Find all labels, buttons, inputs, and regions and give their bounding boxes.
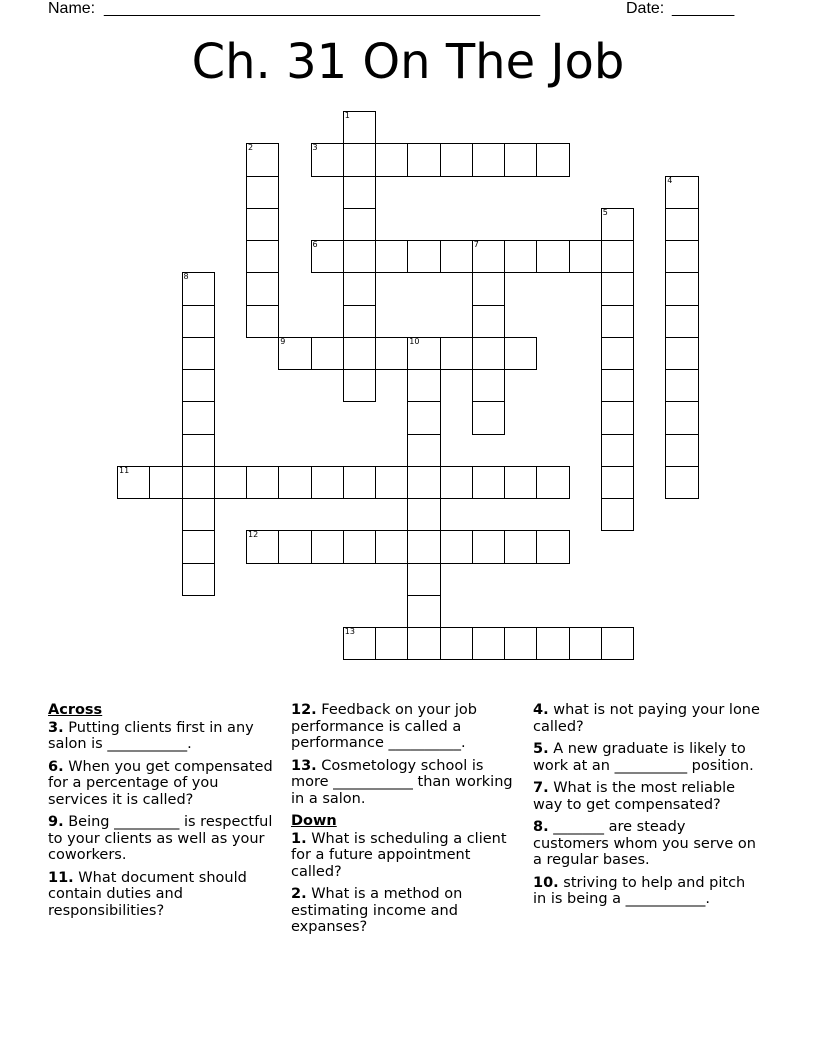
- grid-cell: [601, 305, 634, 338]
- grid-cell: [665, 176, 698, 209]
- clue-number: 13: [344, 627, 355, 636]
- clue-down-7: 7. What is the most reliable way to get compensated?: [533, 780, 736, 813]
- grid-cell: [665, 305, 698, 338]
- grid-cell: [536, 240, 569, 273]
- grid-cell: [504, 530, 537, 563]
- date-label: Date:: [626, 0, 669, 17]
- clue-across-13: 13. Cosmetology school is more ___________ than working in a salon.: [291, 757, 513, 807]
- grid-cell: [311, 530, 344, 563]
- grid-cell: [343, 272, 376, 305]
- grid-cell: [536, 530, 569, 563]
- grid-cell: [278, 466, 311, 499]
- grid-cell: [472, 305, 505, 338]
- grid-cell: [182, 305, 215, 338]
- grid-cell: [407, 401, 440, 434]
- grid-cell: [375, 466, 408, 499]
- grid-cell: [343, 176, 376, 209]
- grid-cell: [601, 401, 634, 434]
- grid-cell: [665, 208, 698, 241]
- grid-cell: [665, 434, 698, 467]
- grid-cell: [601, 208, 634, 241]
- clue-number: 3: [312, 143, 318, 153]
- clue-down-10: 10. striving to help and pitch in is being a ___________.: [533, 874, 746, 907]
- grid-cell: [601, 337, 634, 370]
- page-title: Ch. 31 On The Job: [191, 34, 625, 90]
- grid-cell: [278, 530, 311, 563]
- grid-cell: [504, 466, 537, 499]
- clue-number: 12: [248, 530, 259, 540]
- grid-cell: [246, 272, 279, 305]
- grid-cell: [407, 434, 440, 467]
- clues-column-2: [291, 702, 519, 942]
- name-label: Name:: [48, 0, 100, 17]
- grid-cell: [601, 434, 634, 467]
- grid-cell: [504, 627, 537, 660]
- grid-cell: [246, 176, 279, 209]
- grid-cell: [665, 369, 698, 402]
- clue-number: 5: [602, 207, 608, 217]
- grid-cell: [665, 240, 698, 273]
- grid-cell: [311, 466, 344, 499]
- grid-cell: [601, 240, 634, 273]
- grid-cell: [343, 143, 376, 176]
- grid-cell: [214, 466, 247, 499]
- grid-cell: [504, 143, 537, 176]
- clue-across-9: 9. Being _________ is respectful to your clients as well as your coworkers.: [48, 814, 273, 863]
- across-heading: Across: [48, 702, 103, 718]
- clue-down-2: 2. What is a method on estimating income and expanses?: [291, 886, 463, 935]
- clue-number: 10: [409, 336, 420, 346]
- grid-cell: [407, 369, 440, 402]
- grid-cell: [472, 240, 505, 273]
- grid-cell: [569, 627, 602, 660]
- grid-cell: [375, 143, 408, 176]
- grid-cell: [407, 240, 440, 273]
- clue-across-3: 3. Putting clients first in any salon is ___________.: [48, 719, 254, 752]
- grid-cell: [182, 563, 215, 596]
- grid-cell: [375, 530, 408, 563]
- clue-number: 7: [473, 240, 479, 249]
- grid-cell: [182, 337, 215, 370]
- grid-cell: [343, 208, 376, 241]
- grid-cell: [182, 401, 215, 434]
- grid-cell: [182, 498, 215, 531]
- grid-cell: [440, 627, 473, 660]
- clue-down-5: 5. A new graduate is likely to work at an __________ position.: [533, 741, 754, 774]
- grid-cell: [343, 530, 376, 563]
- grid-cell: [665, 401, 698, 434]
- grid-cell: [665, 337, 698, 370]
- grid-cell: [246, 466, 279, 499]
- clue-number: 4: [667, 175, 673, 185]
- grid-cell: [246, 208, 279, 241]
- clues-column-1: [48, 702, 276, 925]
- grid-cell: [246, 530, 279, 563]
- grid-cell: [536, 466, 569, 499]
- clue-down-8: 8. _______ are steady customers whom you serve on a regular bases.: [533, 819, 756, 868]
- grid-cell: [504, 337, 537, 370]
- clue-across-6: 6. When you get compensated for a percentage of you services it is called?: [48, 758, 273, 808]
- grid-cell: [665, 466, 698, 499]
- grid-cell: [440, 337, 473, 370]
- grid-cell: [407, 595, 440, 628]
- grid-cell: [601, 466, 634, 499]
- grid-cell: [407, 498, 440, 531]
- grid-cell: [504, 240, 537, 273]
- grid-cell: [343, 369, 376, 402]
- grid-cell: [343, 627, 376, 660]
- grid-cell: [343, 111, 376, 144]
- grid-cell: [343, 305, 376, 338]
- grid-cell: [601, 272, 634, 305]
- grid-cell: [311, 240, 344, 273]
- grid-cell: [407, 466, 440, 499]
- date-blank: _______: [672, 0, 735, 17]
- grid-cell: [375, 240, 408, 273]
- grid-cell: [601, 627, 634, 660]
- clue-number: 11: [119, 465, 130, 475]
- grid-cell: [440, 530, 473, 563]
- grid-cell: [569, 240, 602, 273]
- grid-cell: [472, 530, 505, 563]
- grid-cell: [440, 466, 473, 499]
- grid-cell: [246, 240, 279, 273]
- grid-cell: [472, 143, 505, 176]
- grid-cell: [407, 627, 440, 660]
- grid-cell: [407, 563, 440, 596]
- grid-cell: [149, 466, 182, 499]
- grid-cell: [182, 369, 215, 402]
- clue-across-12: 12. Feedback on your job performance is called a performance __________.: [291, 702, 477, 751]
- grid-cell: [278, 337, 311, 370]
- grid-cell: [182, 434, 215, 467]
- grid-cell: [311, 337, 344, 370]
- name-blank: _________________________________________________: [104, 0, 541, 17]
- grid-cell: [246, 305, 279, 338]
- grid-cell: [536, 627, 569, 660]
- grid-cell: [472, 627, 505, 660]
- grid-cell: [182, 530, 215, 563]
- down-heading: Down: [291, 813, 337, 829]
- clue-number: 6: [312, 240, 318, 249]
- grid-cell: [472, 369, 505, 402]
- grid-cell: [440, 143, 473, 176]
- grid-cell: [343, 240, 376, 273]
- grid-cell: [343, 466, 376, 499]
- grid-cell: [246, 143, 279, 176]
- grid-cell: [472, 466, 505, 499]
- grid-cell: [182, 466, 215, 499]
- clue-number: 8: [183, 272, 189, 282]
- grid-cell: [536, 143, 569, 176]
- grid-cell: [407, 337, 440, 370]
- clues-column-3: [533, 702, 761, 914]
- grid-cell: [472, 401, 505, 434]
- grid-cell: [601, 498, 634, 531]
- grid-cell: [407, 530, 440, 563]
- clue-number: 9: [280, 336, 286, 346]
- grid-cell: [665, 272, 698, 305]
- clue-number: 1: [344, 111, 350, 120]
- grid-cell: [472, 337, 505, 370]
- grid-cell: [375, 627, 408, 660]
- grid-cell: [117, 466, 150, 499]
- grid-cell: [311, 143, 344, 176]
- clue-down-1: 1. What is scheduling a client for a future appointment called?: [291, 830, 507, 880]
- clue-number: 2: [248, 143, 254, 153]
- grid-cell: [182, 272, 215, 305]
- clue-across-11: 11. What document should contain duties and responsibilities?: [48, 869, 247, 919]
- grid-cell: [375, 337, 408, 370]
- grid-cell: [440, 240, 473, 273]
- grid-cell: [601, 369, 634, 402]
- grid-cell: [343, 337, 376, 370]
- grid-cell: [472, 272, 505, 305]
- clue-down-4: 4. what is not paying your lone called?: [533, 702, 760, 735]
- grid-cell: [407, 143, 440, 176]
